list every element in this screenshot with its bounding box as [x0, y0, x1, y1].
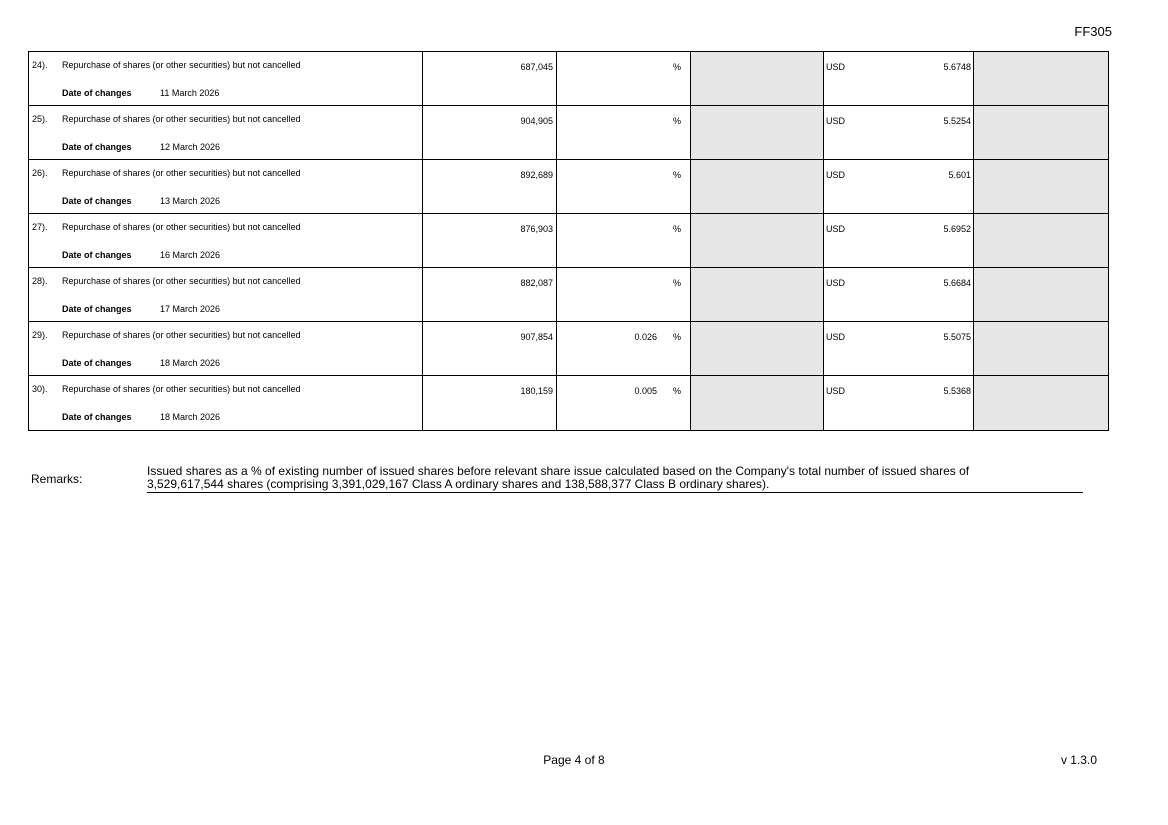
price-value: 5.6952 — [943, 224, 971, 234]
date-of-changes-label: Date of changes — [62, 304, 132, 314]
shaded-cell — [974, 376, 1108, 430]
date-of-changes-label: Date of changes — [62, 142, 132, 152]
shaded-cell — [974, 106, 1108, 159]
row-index: 25). — [32, 114, 48, 124]
percent-sign: % — [672, 116, 681, 126]
remarks-label: Remarks: — [31, 472, 83, 486]
price-value: 5.601 — [948, 170, 971, 180]
price-cell — [824, 322, 974, 375]
date-of-changes-label: Date of changes — [62, 196, 132, 206]
page-number: Page 4 of 8 — [543, 753, 605, 767]
price-value: 5.5075 — [943, 332, 971, 342]
shares-value: 904,905 — [520, 116, 553, 126]
price-value: 5.5254 — [943, 116, 971, 126]
table-row — [29, 376, 1108, 430]
price-cell — [824, 52, 974, 105]
shaded-cell — [691, 322, 824, 375]
price-value: 5.6748 — [943, 62, 971, 72]
date-of-changes-value: 17 March 2026 — [160, 304, 221, 314]
description-cell — [29, 106, 423, 159]
remarks-line-2: 3,529,617,544 shares (comprising 3,391,029,167 Class A ordinary shares and 138,588,377 Class B ordinary shares). — [147, 477, 770, 491]
shares-value: 892,689 — [520, 170, 553, 180]
description-cell — [29, 52, 423, 105]
description-cell — [29, 214, 423, 267]
shares-cell — [423, 214, 557, 267]
percent-cell — [557, 268, 691, 321]
percent-cell — [557, 52, 691, 105]
shares-value: 876,903 — [520, 224, 553, 234]
row-description: Repurchase of shares (or other securities) but not cancelled — [62, 60, 301, 70]
table-row — [29, 106, 1108, 160]
table-row — [29, 214, 1108, 268]
date-of-changes-value: 18 March 2026 — [160, 412, 221, 422]
shares-cell — [423, 376, 557, 430]
currency: USD — [826, 170, 846, 180]
shares-value: 180,159 — [520, 386, 553, 396]
description-cell — [29, 268, 423, 321]
shares-value: 907,854 — [520, 332, 553, 342]
shares-cell — [423, 52, 557, 105]
description-cell — [29, 322, 423, 375]
currency: USD — [826, 62, 846, 72]
row-description: Repurchase of shares (or other securities) but not cancelled — [62, 114, 301, 124]
table-row — [29, 52, 1108, 106]
percent-sign: % — [672, 386, 681, 396]
share-repurchase-table — [28, 51, 1109, 431]
row-index: 28). — [32, 276, 48, 286]
shares-cell — [423, 322, 557, 375]
shares-value: 687,045 — [520, 62, 553, 72]
price-cell — [824, 106, 974, 159]
shaded-cell — [974, 268, 1108, 321]
row-index: 24). — [32, 60, 48, 70]
shaded-cell — [974, 322, 1108, 375]
form-code: FF305 — [1074, 24, 1112, 39]
date-of-changes-label: Date of changes — [62, 412, 132, 422]
remarks-line-1: Issued shares as a % of existing number of issued shares before relevant share issue calculated based on the Company's total number of issued shares of — [147, 464, 970, 478]
row-index: 27). — [32, 222, 48, 232]
price-cell — [824, 376, 974, 430]
date-of-changes-value: 11 March 2026 — [160, 88, 220, 98]
percent-value: 0.026 — [634, 332, 657, 342]
row-index: 26). — [32, 168, 48, 178]
percent-sign: % — [672, 224, 681, 234]
shaded-cell — [691, 376, 824, 430]
percent-cell — [557, 214, 691, 267]
percent-sign: % — [672, 278, 681, 288]
shares-cell — [423, 106, 557, 159]
shaded-cell — [691, 106, 824, 159]
price-value: 5.5368 — [943, 386, 971, 396]
shares-value: 882,087 — [520, 278, 553, 288]
row-description: Repurchase of shares (or other securities) but not cancelled — [62, 168, 301, 178]
table-row — [29, 268, 1108, 322]
date-of-changes-label: Date of changes — [62, 250, 132, 260]
price-cell — [824, 268, 974, 321]
row-description: Repurchase of shares (or other securities) but not cancelled — [62, 222, 301, 232]
percent-value: 0.005 — [634, 386, 657, 396]
currency: USD — [826, 386, 846, 396]
date-of-changes-label: Date of changes — [62, 88, 132, 98]
date-of-changes-value: 18 March 2026 — [160, 358, 221, 368]
currency: USD — [826, 332, 846, 342]
version-label: v 1.3.0 — [1060, 753, 1097, 767]
row-description: Repurchase of shares (or other securities) but not cancelled — [62, 330, 301, 340]
price-value: 5.6684 — [943, 278, 971, 288]
currency: USD — [826, 224, 846, 234]
shares-cell — [423, 160, 557, 213]
shaded-cell — [691, 160, 824, 213]
shaded-cell — [691, 52, 824, 105]
percent-cell — [557, 160, 691, 213]
row-description: Repurchase of shares (or other securities) but not cancelled — [62, 384, 301, 394]
row-index: 29). — [32, 330, 48, 340]
remarks-text — [147, 465, 1083, 493]
currency: USD — [826, 278, 846, 288]
description-cell — [29, 376, 423, 430]
shaded-cell — [974, 52, 1108, 105]
date-of-changes-label: Date of changes — [62, 358, 132, 368]
percent-cell — [557, 322, 691, 375]
percent-cell — [557, 106, 691, 159]
row-description: Repurchase of shares (or other securities) but not cancelled — [62, 276, 301, 286]
shaded-cell — [974, 214, 1108, 267]
shares-cell — [423, 268, 557, 321]
currency: USD — [826, 116, 846, 126]
date-of-changes-value: 13 March 2026 — [160, 196, 221, 206]
table-row — [29, 160, 1108, 214]
percent-cell — [557, 376, 691, 430]
description-cell — [29, 160, 423, 213]
shaded-cell — [691, 268, 824, 321]
table-row — [29, 322, 1108, 376]
percent-sign: % — [672, 170, 681, 180]
shaded-cell — [691, 214, 824, 267]
price-cell — [824, 160, 974, 213]
percent-sign: % — [672, 332, 681, 342]
date-of-changes-value: 12 March 2026 — [160, 142, 221, 152]
percent-sign: % — [672, 62, 681, 72]
row-index: 30). — [32, 384, 48, 394]
shaded-cell — [974, 160, 1108, 213]
date-of-changes-value: 16 March 2026 — [160, 250, 221, 260]
price-cell — [824, 214, 974, 267]
